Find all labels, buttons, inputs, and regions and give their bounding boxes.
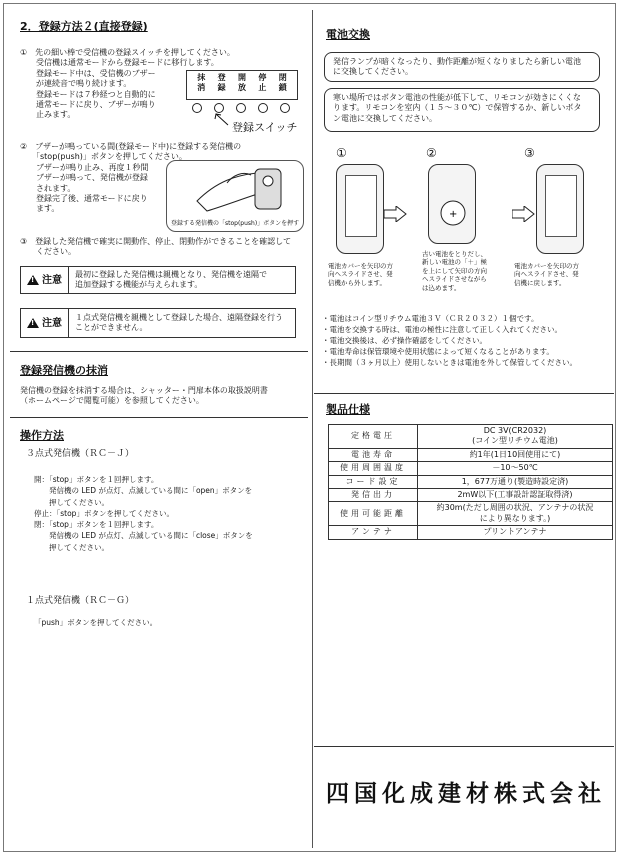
three-point-remote-instructions: 開：「stop」ボタンを１回押します。 発信機の LED が点灯、点滅している間に「open」ボタンを 押してください。 停止：「stop」ボタンを押してください。 閉：「stop」ボタンを１回押します。 発信機の LED が点灯、点滅している間に「close」ボタンを 押してください。 — [34, 475, 253, 552]
open-switch[interactable] — [236, 103, 246, 113]
figure-caption-1: 電池カバーを矢印の方 向へスライドさせ、発 信機から外します。 — [328, 262, 393, 287]
spec-value: 約1年(1日10回使用にて) — [418, 448, 613, 461]
divider-3 — [314, 393, 614, 394]
spec-value: 約30m(ただし周囲の状況、アンテナの状況 により異なります。) — [418, 502, 613, 526]
figure-number-2: ② — [426, 146, 437, 160]
battery-title: 電池交換 — [326, 28, 370, 41]
erase-switch[interactable] — [192, 103, 202, 113]
spec-key: コード設定 — [329, 475, 418, 488]
figure-caption-2: 古い電池をとりだし、 新しい電池の「＋」極 を上にして矢印の方向 へスライドさせながら は込めます。 — [422, 250, 487, 292]
hand-caption: 登録する発信機の「stop(push)」ボタンを押す — [171, 220, 300, 228]
panel-label-stop: 停 — [258, 73, 267, 82]
hand-press-illustration — [166, 160, 304, 232]
arrow-right-icon — [384, 206, 408, 222]
divider-4 — [314, 746, 614, 747]
remote-illustration-2 — [428, 164, 476, 244]
battery-note-box-2: 寒い場所ではボタン電池の性能が低下して、リモコンが効きにくくな ります。リモコンを室内（１５～３０℃）で保管するか、新しいボタ ン電池に交換してください。 — [324, 88, 600, 132]
panel-label2-register: 録 — [217, 83, 226, 93]
caution-box-2 — [20, 308, 296, 338]
switch-pointer-arrow-icon — [212, 112, 232, 126]
battery-figure-2 — [414, 146, 504, 302]
close-switch[interactable] — [280, 103, 290, 113]
panel-label-close: 閉 — [278, 73, 287, 82]
registration-method-2-title: 2．登録方法２(直接登録) — [20, 20, 148, 33]
caution-text-2: １点式発信機を親機として登録した場合、遠隔登録を行う ことができません。 — [75, 312, 283, 332]
receiver-button-panel — [186, 70, 298, 100]
company-name: 四国化成建材株式会社 — [326, 781, 606, 807]
caution-label-2 — [21, 309, 69, 337]
stop-switch[interactable] — [258, 103, 268, 113]
caution-text-1: 最初に登録した発信機は親機となり、発信機を遠隔で 追加登録する機能が与えられます。 — [75, 269, 267, 289]
panel-label2-erase: 消 — [197, 83, 206, 93]
spec-value: 1，677万通り(製造時設定済) — [418, 475, 613, 488]
spec-table — [328, 424, 613, 540]
spec-key: 電池寿命 — [329, 448, 418, 461]
remote-illustration-3 — [536, 164, 584, 254]
spec-row — [329, 488, 613, 501]
caution-word-1: 注意 — [42, 274, 62, 286]
panel-label-open: 開 — [237, 73, 246, 82]
arrow-right-icon — [512, 206, 536, 222]
panel-label2-stop: 止 — [258, 83, 267, 93]
figure-number-1: ① — [336, 146, 347, 160]
spec-row — [329, 502, 613, 526]
spec-title: 製品仕様 — [326, 403, 370, 416]
spec-value: DC 3V(CR2032) (コイン型リチウム電池) — [418, 425, 613, 449]
erase-title: 登録発信機の抹消 — [20, 364, 108, 377]
panel-label-erase: 抹 — [197, 73, 206, 82]
figure-caption-3: 電池カバーを矢印の方 向へスライドさせ、発 信機に戻します。 — [514, 262, 579, 287]
receiver-buttons — [192, 103, 290, 113]
warning-triangle-icon — [27, 275, 39, 285]
spec-key: アンテナ — [329, 526, 418, 539]
spec-value: －10～50℃ — [418, 462, 613, 475]
step2-text: ② ブザーが鳴っている間(登録モード中)に登録する発信機の 「stop(push)」ボタンを押してください。 ブザーが鳴り止み、再度１秒間 ブザーが鳴って、発信機が登録 されます。 登録完了後、通常モードに戻り ます。 — [20, 142, 242, 214]
divider-2 — [10, 417, 308, 418]
spec-key: 使用可能距離 — [329, 502, 418, 526]
spec-value: プリントアンテナ — [418, 526, 613, 539]
battery-figure-1 — [322, 146, 408, 302]
caution-label-1 — [21, 267, 69, 293]
figure-number-3: ③ — [524, 146, 535, 160]
warning-triangle-icon — [27, 318, 39, 328]
spec-key: 定格電圧 — [329, 425, 418, 449]
one-point-remote-instructions: 「push」ボタンを押してください。 — [34, 618, 158, 627]
three-point-remote-heading: ３点式発信機（ＲＣ－Ｊ） — [26, 449, 135, 459]
spec-row — [329, 475, 613, 488]
remote-illustration-1 — [336, 164, 384, 254]
coin-battery-icon — [429, 165, 477, 245]
operation-title: 操作方法 — [20, 429, 64, 442]
panel-label2-close: 鎖 — [278, 83, 287, 93]
spec-row — [329, 448, 613, 461]
step3-text: ③ 登録した発信機で確実に開動作、停止、閉動作ができることを確認して ください。 — [20, 237, 292, 257]
caution-box-1 — [20, 266, 296, 294]
battery-figure-3 — [510, 146, 602, 302]
register-switch-label: 登録スイッチ — [232, 121, 298, 134]
hand-pressing-remote-icon — [167, 161, 301, 217]
caution-word-2: 注意 — [42, 317, 62, 329]
divider-1 — [10, 351, 308, 352]
spec-value: 2mW以下(工事設計認証取得済) — [418, 488, 613, 501]
battery-notes: ・電池はコイン型リチウム電池３Ｖ（ＣＲ２０３２）１個です。 ・電池を交換する時は、電池の極性に注意して正しく入れてください。 ・電池交換後は、必ず操作確認をしてください。 ・電池寿命は保管環境や使用状態によって短くなることがあります。 ・長期間（３ヶ月以上）使用しないときは電池を外して保管してください。 — [322, 314, 577, 367]
spec-row — [329, 462, 613, 475]
svg-text:+: + — [449, 209, 458, 220]
spec-key: 使用周囲温度 — [329, 462, 418, 475]
panel-label-register: 登 — [217, 73, 226, 82]
column-divider — [312, 10, 313, 848]
spec-key: 発信出力 — [329, 488, 418, 501]
erase-text: 発信機の登録を抹消する場合は、シャッター・門扉本体の取扱説明書 （ホームページで閲覧可能）を参照してください。 — [20, 386, 268, 406]
step1-text: ① 先の細い棒で受信機の登録スイッチを押してください。 受信機は通常モードから登録モードに移行します。 登録モード中は、受信機のブザー が連続音で鳴り続けます。 登録モードは７秒経つと自動的に 通常モードに戻り、ブザーが鳴り 止みます。 — [20, 48, 235, 120]
one-point-remote-heading: １点式発信機（ＲＣ－Ｇ） — [26, 596, 135, 606]
spec-row — [329, 425, 613, 449]
battery-note-box-1: 発信ランプが暗くなったり、動作距離が短くなりましたら新しい電池 に交換してください。 — [324, 52, 600, 82]
panel-label2-open: 放 — [237, 83, 246, 93]
spec-row — [329, 526, 613, 539]
